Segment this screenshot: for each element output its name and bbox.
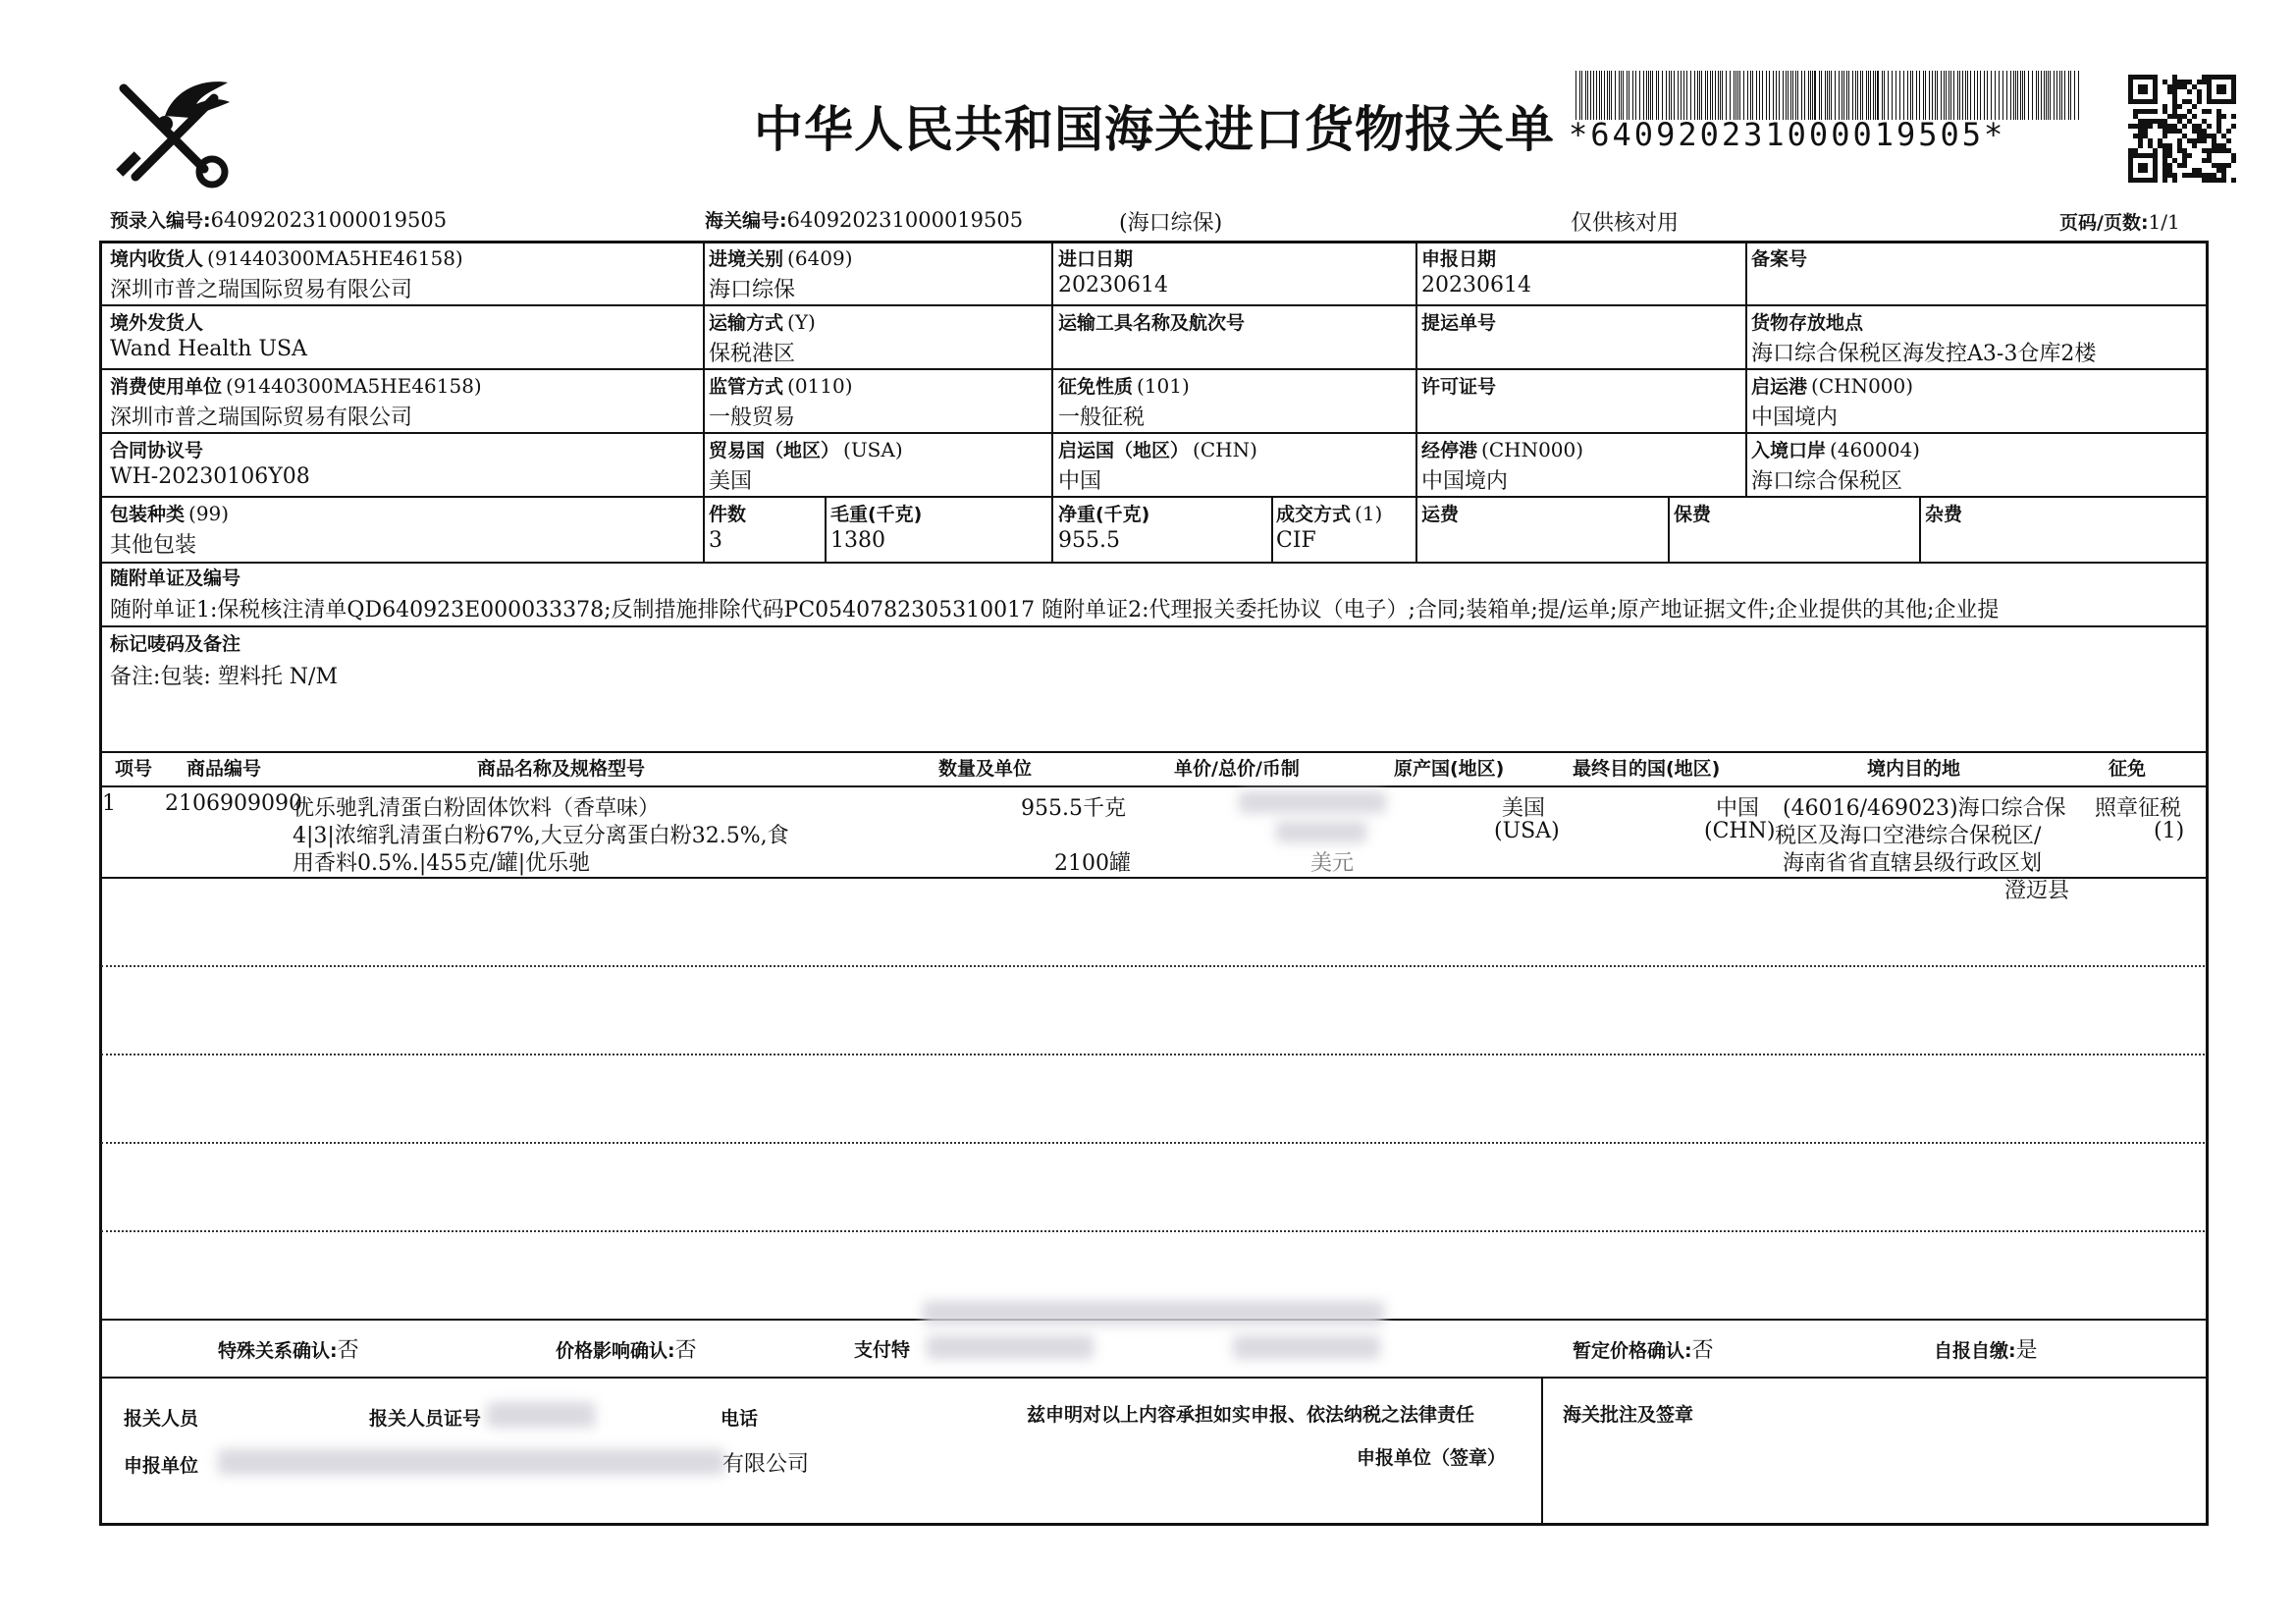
field-r5-col-7 [1925,500,1966,526]
field-value: 美国 [709,469,753,494]
provisional-price-confirm: 暂定价格确认:否 [1573,1338,1714,1363]
preentry-number: 预录入编号:640920231000019505 [110,208,448,232]
field-value: 955.5 [1058,528,1120,553]
field-value: 中国境内 [1751,406,1839,430]
field-label: 进境关别 [709,248,784,270]
special-relation-confirm: 特殊关系确认:否 [218,1338,359,1363]
field-value: 其他包装 [110,533,197,558]
field-value: 海口综合保税区 [1751,469,1903,494]
field-label: 货物存放地点 [1751,312,1864,334]
field-label: 征免性质 [1058,376,1134,398]
field-label: 进口日期 [1058,248,1134,270]
field-value: 一般贸易 [709,406,796,430]
field-r1-col-3 [1421,244,1500,271]
field-code: (USA) [843,438,903,461]
declaring-unit-value: 有限公司 [722,1452,810,1477]
goods-currency: 美元 [1310,851,1355,876]
phone-label: 电话 [721,1408,759,1430]
field-code: (CHN) [1193,438,1257,461]
declarant-label: 报关人员 [124,1408,199,1430]
field-value: CIF [1276,528,1316,553]
field-r4-col-1 [709,436,903,462]
field-label: 境外发货人 [110,312,204,334]
field-label: 合同协议号 [110,440,204,461]
field-r2-col-3 [1421,308,1500,335]
field-r1-col-0 [110,244,463,271]
field-value: WH-20230106Y08 [110,464,310,489]
field-value: Wand Health USA [110,337,307,361]
field-value: 3 [709,528,722,553]
field-code: (91440300MA5HE46158) [207,246,463,270]
goods-name-line-3: 用香料0.5%.|455克/罐|优乐驰 [293,851,591,876]
goods-domestic-line-1: (46016/469023)海口综合保 [1783,796,2066,821]
field-label: 成交方式 [1276,504,1352,525]
field-r2-col-2 [1058,308,1249,335]
field-r5-col-3 [1058,500,1153,526]
customs-place: (海口综保) [1119,211,1223,236]
field-value: 一般征税 [1058,406,1146,430]
field-r3-col-2 [1058,372,1190,399]
field-label: 运费 [1421,504,1460,525]
field-label: 备案号 [1751,248,1808,270]
marks-label: 标记唛码及备注 [110,633,241,655]
field-r3-col-3 [1421,372,1500,399]
goods-no: 1 [102,791,116,816]
goods-final-code: (CHN) [1704,819,1776,843]
field-r2-col-4 [1751,308,1867,335]
field-label: 经停港 [1421,440,1478,461]
goods-hs-code: 2106909090 [165,791,302,816]
goods-name-line-2: 4|3|浓缩乳清蛋白粉67%,大豆分离蛋白粉32.5%,食 [293,824,789,848]
field-value: 深圳市普之瑞国际贸易有限公司 [110,278,413,302]
field-r5-col-0 [110,500,229,526]
goods-header-qty: 数量及单位 [938,758,1033,780]
page-title: 中华人民共和国海关进口货物报关单 [754,100,1555,158]
goods-levy-code: (1) [2154,819,2185,843]
field-label: 件数 [709,504,747,525]
field-r1-col-1 [709,244,853,271]
field-r3-col-1 [709,372,853,399]
field-value: 中国境内 [1421,469,1509,494]
field-label: 许可证号 [1421,376,1497,398]
field-r5-col-2 [830,500,926,526]
declaring-unit-label: 申报单位 [124,1455,199,1477]
field-r5-col-1 [709,500,750,526]
field-code: (101) [1137,374,1190,398]
docs-label: 随附单证及编号 [110,568,241,589]
page-indicator: 页码/页数:1/1 [2059,210,2180,234]
field-value: 20230614 [1058,273,1168,298]
field-value: 海口综保 [709,278,796,302]
qr-code-image [2128,75,2236,183]
customs-number: 海关编号:640920231000019505 [705,208,1024,232]
field-r1-col-2 [1058,244,1137,271]
field-value: 1380 [830,528,885,553]
field-value: 保税港区 [709,342,796,366]
goods-domestic-line-3: 海南省省直辖县级行政区划 [1783,851,2043,876]
field-label: 入境口岸 [1751,440,1827,461]
goods-header-hs: 商品编号 [187,758,262,780]
goods-levy: 照章征税 [2095,796,2182,821]
field-r5-col-4 [1276,500,1382,526]
goods-origin-code: (USA) [1494,819,1560,843]
docs-value: 随附单证1:保税核注清单QD640923E000033378;反制措施排除代码PC0540782305310017 随附单证2:代理报关委托协议（电子）;合同;装箱单;提/运单;原产地证据文件;企业提供的其他;企业提 [110,598,2000,622]
field-value: 20230614 [1421,273,1531,298]
self-declare-confirm: 自报自缴:是 [1934,1338,2038,1363]
field-label: 申报日期 [1421,248,1497,270]
goods-qty-units: 2100罐 [1054,851,1131,876]
goods-name-line-1: 优乐驰乳清蛋白粉固体饮料（香草味） [293,796,661,821]
field-label: 运输方式 [709,312,784,334]
field-r5-col-6 [1674,500,1715,526]
goods-header-price: 单价/总价/币制 [1174,758,1300,780]
barcode-image [1574,71,2086,120]
goods-origin-name: 美国 [1502,796,1546,821]
royalty-confirm: 支付特 [854,1339,911,1361]
field-label: 监管方式 [709,376,784,398]
goods-qty-weight: 955.5千克 [1021,796,1126,821]
field-code: (1) [1355,502,1383,525]
field-label: 启运国（地区） [1058,440,1190,461]
field-r4-col-2 [1058,436,1257,462]
field-label: 消费使用单位 [110,376,223,398]
goods-header-origin: 原产国(地区) [1394,758,1505,780]
goods-domestic-line-2: 税区及海口空港综合保税区/ [1775,824,2042,848]
verification-notice: 仅供核对用 [1571,211,1680,236]
declaration-statement: 兹申明对以上内容承担如实申报、依法纳税之法律责任 [1027,1404,1475,1426]
field-code: (99) [188,502,230,525]
barcode-text: *640920231000019505* [1569,116,2006,153]
field-label: 包装种类 [110,504,186,525]
seal-label: 申报单位（签章） [1357,1447,1507,1469]
field-r5-col-5 [1421,500,1463,526]
field-r1-col-4 [1751,244,1811,271]
field-r3-col-0 [110,372,482,399]
field-value: 海口综合保税区海发控A3-3仓库2楼 [1751,342,2097,366]
goods-header-domestic: 境内目的地 [1867,758,1961,780]
price-influence-confirm: 价格影响确认:否 [556,1338,697,1363]
field-code: (91440300MA5HE46158) [226,374,482,398]
field-code: (CHN000) [1811,374,1914,398]
field-r4-col-0 [110,436,207,462]
field-r4-col-3 [1421,436,1583,462]
goods-domestic-line-4: 澄迈县 [2004,879,2070,903]
field-label: 境内收货人 [110,248,204,270]
field-code: (0110) [787,374,853,398]
field-label: 启运港 [1751,376,1808,398]
goods-header-no: 项号 [115,758,153,780]
field-label: 毛重(千克) [830,504,923,525]
field-r3-col-4 [1751,372,1913,399]
field-code: (CHN000) [1481,438,1584,461]
field-value: 深圳市普之瑞国际贸易有限公司 [110,406,413,430]
declarant-cert-label: 报关人员证号 [369,1408,482,1430]
field-code: (460004) [1830,438,1920,461]
field-code: (6409) [787,246,853,270]
field-value: 中国 [1058,469,1102,494]
goods-final-name: 中国 [1716,796,1760,821]
field-r4-col-4 [1751,436,1920,462]
field-r2-col-0 [110,308,207,335]
field-r2-col-1 [709,308,816,335]
goods-header-final: 最终目的国(地区) [1573,758,1721,780]
customs-emblem-icon [106,69,234,191]
field-label: 运输工具名称及航次号 [1058,312,1246,334]
field-label: 提运单号 [1421,312,1497,334]
field-label: 净重(千克) [1058,504,1150,525]
field-code: (Y) [787,310,816,334]
marks-value: 备注:包装: 塑料托 N/M [110,665,338,689]
field-label: 杂费 [1925,504,1963,525]
goods-header-name: 商品名称及规格型号 [477,758,646,780]
field-label: 保费 [1674,504,1712,525]
goods-header-levy: 征免 [2109,758,2147,780]
field-label: 贸易国（地区） [709,440,840,461]
customs-sign-label: 海关批注及签章 [1563,1404,1694,1426]
